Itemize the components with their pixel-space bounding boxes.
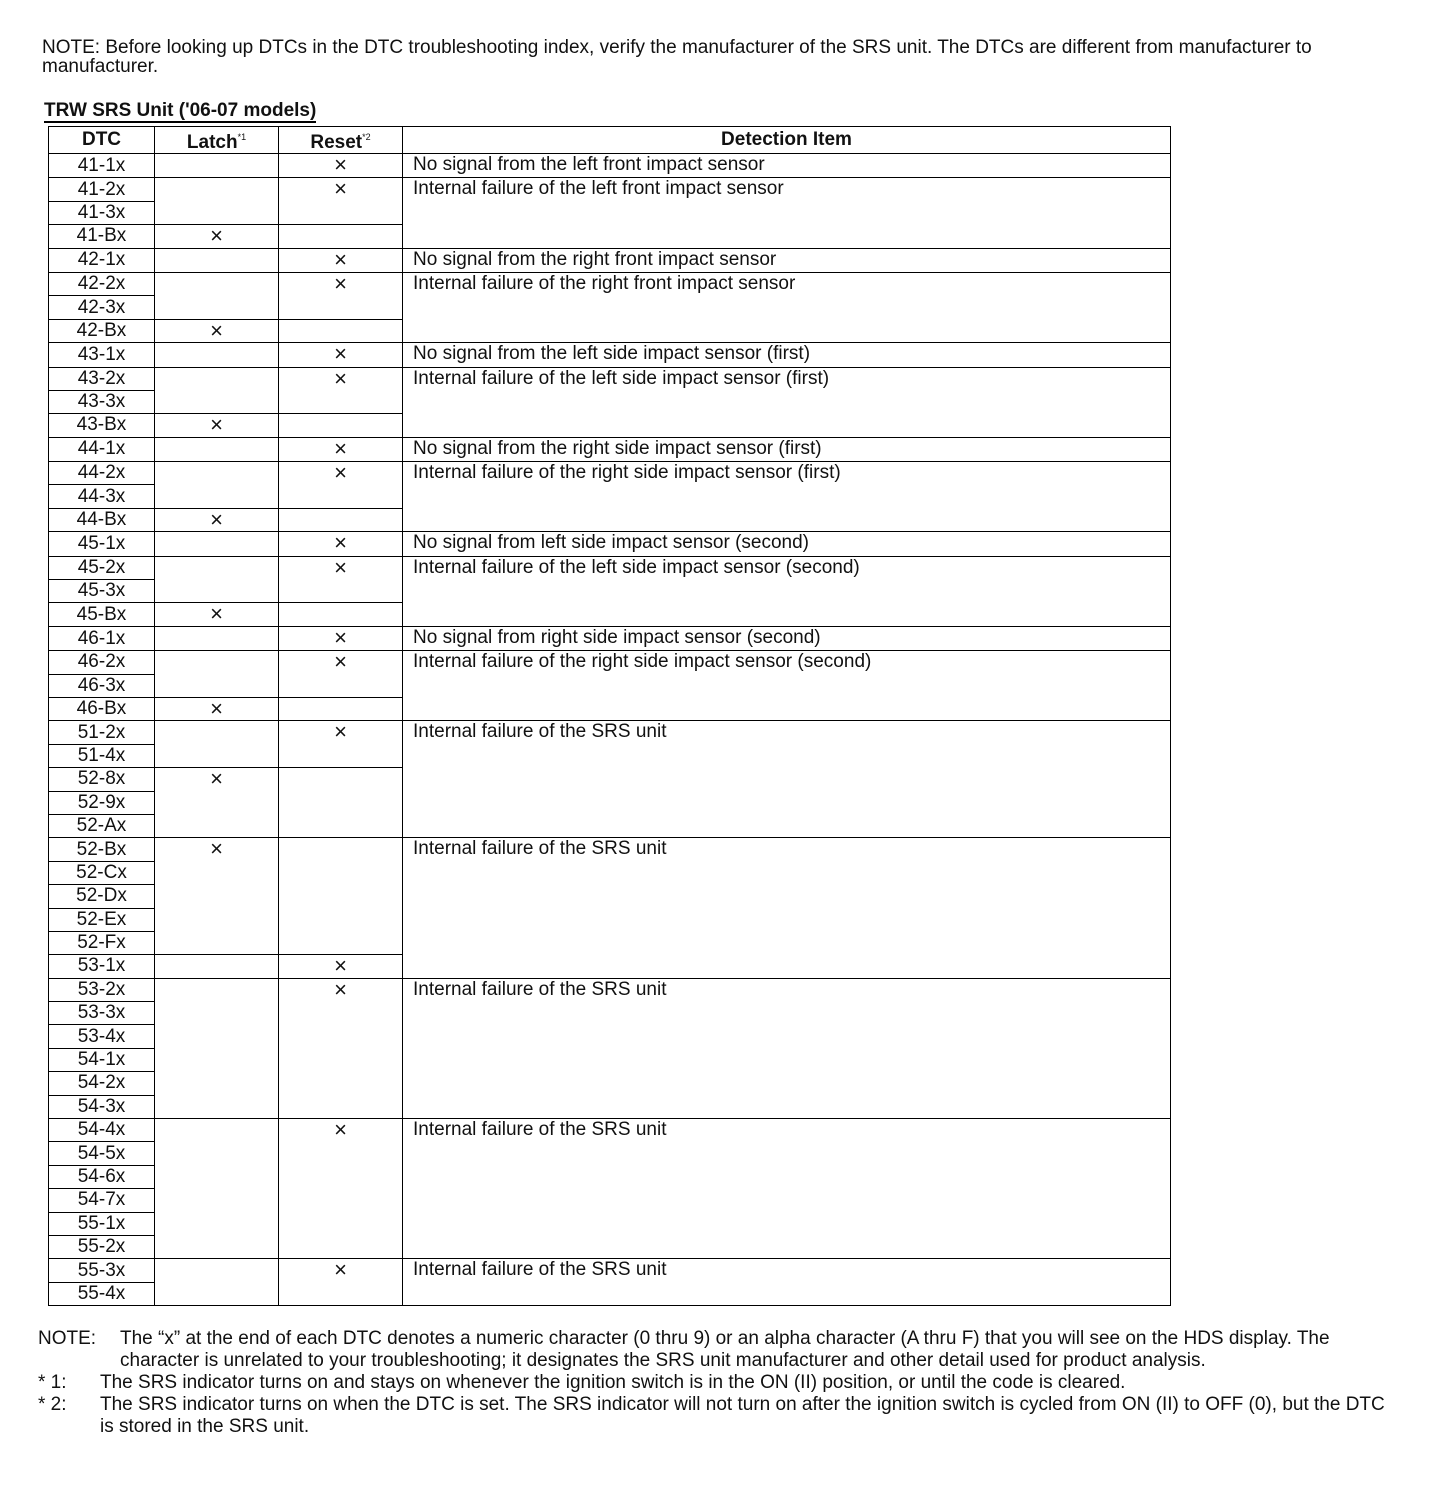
dtc-code: 45-3x <box>49 580 155 603</box>
latch-cell <box>155 978 279 1118</box>
dtc-code: 51-2x <box>49 721 155 744</box>
footnote-text: The SRS indicator turns on when the DTC is set. The SRS indicator will not turn on after the ignition switch is cycled from ON (II) to OFF (0), but the DTC is stored in the SRS unit. <box>100 1394 1385 1437</box>
latch-cell <box>155 626 279 650</box>
dtc-code: 44-1x <box>49 437 155 461</box>
dtc-code: 43-3x <box>49 390 155 413</box>
detection-item: Internal failure of the SRS unit <box>403 1119 1171 1259</box>
footnote-1 <box>38 1372 1398 1394</box>
latch-cell <box>155 154 279 178</box>
detection-item: Internal failure of the SRS unit <box>403 978 1171 1118</box>
table-row <box>49 532 1171 556</box>
reset-cell <box>279 508 403 531</box>
reset-cell <box>279 414 403 437</box>
dtc-code: 53-1x <box>49 955 155 978</box>
dtc-code: 41-3x <box>49 201 155 224</box>
reset-mark: × <box>279 178 403 225</box>
footnote-text: The SRS indicator turns on and stays on whenever the ignition switch is in the ON (II) position, or until the code is cleared. <box>100 1372 1126 1393</box>
dtc-code: 43-2x <box>49 367 155 390</box>
dtc-code: 43-1x <box>49 343 155 367</box>
dtc-code: 41-Bx <box>49 225 155 248</box>
detection-item: Internal failure of the right side impact sensor (first) <box>403 462 1171 532</box>
footnote-note <box>38 1328 1398 1372</box>
table-row <box>49 1119 1171 1142</box>
latch-cell <box>155 437 279 461</box>
latch-cell <box>155 1119 279 1259</box>
dtc-code: 54-6x <box>49 1165 155 1188</box>
detection-item: No signal from left side impact sensor (second) <box>403 532 1171 556</box>
table-row <box>49 178 1171 201</box>
detection-item: Internal failure of the right front impact sensor <box>403 272 1171 342</box>
dtc-code: 42-2x <box>49 272 155 295</box>
reset-mark: × <box>279 626 403 650</box>
reset-mark: × <box>279 437 403 461</box>
detection-item: Internal failure of the left side impact sensor (second) <box>403 556 1171 626</box>
dtc-code: 42-1x <box>49 248 155 272</box>
table-row <box>49 343 1171 367</box>
dtc-code: 55-2x <box>49 1235 155 1258</box>
latch-cell <box>155 343 279 367</box>
latch-mark: × <box>155 319 279 342</box>
table-row <box>49 556 1171 579</box>
dtc-code: 54-5x <box>49 1142 155 1165</box>
dtc-code: 54-7x <box>49 1189 155 1212</box>
detection-item: Internal failure of the SRS unit <box>403 1259 1171 1306</box>
dtc-code: 52-Ax <box>49 814 155 837</box>
reset-mark: × <box>279 367 403 414</box>
latch-cell <box>155 248 279 272</box>
detection-item: Internal failure of the left front impact sensor <box>403 178 1171 248</box>
latch-cell <box>155 178 279 225</box>
reset-cell <box>279 768 403 838</box>
footnote-text: The “x” at the end of each DTC denotes a numeric character (0 thru 9) or an alpha character (A thru F) that you will see on the HDS display. The character is unrelated to your troubleshooting; it designates the SRS unit manufacturer and other detail used for product analysis. <box>120 1328 1330 1371</box>
dtc-code: 53-2x <box>49 978 155 1001</box>
top-note: NOTE: Before looking up DTCs in the DTC troubleshooting index, verify the manufacturer of the SRS unit. The DTCs are different from manufacturer to manufacturer. <box>42 37 1312 77</box>
table-row <box>49 248 1171 272</box>
reset-cell <box>279 225 403 248</box>
table-row <box>49 462 1171 485</box>
latch-cell <box>155 272 279 319</box>
reset-mark: × <box>279 343 403 367</box>
reset-mark: × <box>279 1259 403 1306</box>
reset-cell <box>279 838 403 955</box>
dtc-code: 54-1x <box>49 1048 155 1071</box>
dtc-code: 54-4x <box>49 1119 155 1142</box>
dtc-code: 52-Cx <box>49 861 155 884</box>
header-latch: Latch$^{*1}$ <box>155 127 279 154</box>
reset-mark: × <box>279 532 403 556</box>
table-header-row <box>49 127 1171 154</box>
reset-mark: × <box>279 651 403 698</box>
reset-mark: × <box>279 721 403 768</box>
dtc-code: 55-1x <box>49 1212 155 1235</box>
dtc-code: 51-4x <box>49 744 155 767</box>
footnote-label: * 1: <box>38 1372 67 1393</box>
dtc-code: 46-2x <box>49 651 155 674</box>
reset-cell <box>279 319 403 342</box>
table-row <box>49 367 1171 390</box>
latch-mark: × <box>155 838 279 955</box>
latch-mark: × <box>155 508 279 531</box>
reset-cell <box>279 603 403 626</box>
dtc-table <box>48 126 1171 1306</box>
footnote-2 <box>38 1394 1398 1438</box>
footnotes <box>38 1328 1398 1438</box>
dtc-code: 45-1x <box>49 532 155 556</box>
dtc-code: 45-2x <box>49 556 155 579</box>
table-row <box>49 437 1171 461</box>
latch-cell <box>155 1259 279 1306</box>
dtc-code: 55-4x <box>49 1282 155 1305</box>
dtc-code: 43-Bx <box>49 414 155 437</box>
latch-cell <box>155 532 279 556</box>
reset-cell <box>279 697 403 720</box>
detection-item: No signal from the left front impact sensor <box>403 154 1171 178</box>
reset-mark: × <box>279 1119 403 1259</box>
table-row <box>49 626 1171 650</box>
table-row <box>49 272 1171 295</box>
dtc-code: 54-3x <box>49 1095 155 1118</box>
reset-mark: × <box>279 462 403 509</box>
latch-mark: × <box>155 225 279 248</box>
dtc-code: 44-2x <box>49 462 155 485</box>
latch-mark: × <box>155 768 279 838</box>
dtc-code: 46-1x <box>49 626 155 650</box>
reset-mark: × <box>279 154 403 178</box>
dtc-code: 42-3x <box>49 296 155 319</box>
dtc-code: 42-Bx <box>49 319 155 342</box>
dtc-code: 46-Bx <box>49 697 155 720</box>
latch-mark: × <box>155 697 279 720</box>
latch-cell <box>155 367 279 414</box>
detection-item: Internal failure of the SRS unit <box>403 721 1171 838</box>
reset-mark: × <box>279 248 403 272</box>
table-row <box>49 978 1171 1001</box>
table-row <box>49 721 1171 744</box>
dtc-code: 44-3x <box>49 485 155 508</box>
dtc-code: 55-3x <box>49 1259 155 1282</box>
dtc-code: 41-1x <box>49 154 155 178</box>
header-reset: Reset$^{*2}$ <box>279 127 403 154</box>
latch-cell <box>155 955 279 978</box>
dtc-code: 52-Ex <box>49 908 155 931</box>
detection-item: No signal from the right side impact sensor (first) <box>403 437 1171 461</box>
header-dtc: DTC <box>49 127 155 154</box>
table-row <box>49 1259 1171 1282</box>
dtc-code: 54-2x <box>49 1072 155 1095</box>
table-title: TRW SRS Unit ('06-07 models) <box>44 100 317 121</box>
dtc-code: 53-4x <box>49 1025 155 1048</box>
table-row <box>49 154 1171 178</box>
detection-item: No signal from the right front impact sensor <box>403 248 1171 272</box>
dtc-code: 52-9x <box>49 791 155 814</box>
latch-cell <box>155 462 279 509</box>
dtc-code: 53-3x <box>49 1002 155 1025</box>
detection-item: Internal failure of the SRS unit <box>403 838 1171 978</box>
reset-mark: × <box>279 556 403 603</box>
dtc-code: 45-Bx <box>49 603 155 626</box>
reset-mark: × <box>279 978 403 1118</box>
dtc-code: 52-Fx <box>49 931 155 954</box>
header-detection-item: Detection Item <box>403 127 1171 154</box>
latch-cell <box>155 556 279 603</box>
detection-item: No signal from right side impact sensor (second) <box>403 626 1171 650</box>
table-row <box>49 651 1171 674</box>
detection-item: Internal failure of the right side impact sensor (second) <box>403 651 1171 721</box>
table-row <box>49 838 1171 861</box>
latch-mark: × <box>155 414 279 437</box>
reset-mark: × <box>279 272 403 319</box>
latch-mark: × <box>155 603 279 626</box>
dtc-code: 52-8x <box>49 768 155 791</box>
detection-item: No signal from the left side impact sensor (first) <box>403 343 1171 367</box>
footnote-label: NOTE: <box>38 1328 97 1349</box>
dtc-code: 52-Bx <box>49 838 155 861</box>
dtc-code: 44-Bx <box>49 508 155 531</box>
reset-mark: × <box>279 955 403 978</box>
latch-cell <box>155 721 279 768</box>
footnote-label: * 2: <box>38 1394 67 1415</box>
dtc-code: 46-3x <box>49 674 155 697</box>
latch-cell <box>155 651 279 698</box>
detection-item: Internal failure of the left side impact sensor (first) <box>403 367 1171 437</box>
dtc-code: 41-2x <box>49 178 155 201</box>
dtc-code: 52-Dx <box>49 885 155 908</box>
